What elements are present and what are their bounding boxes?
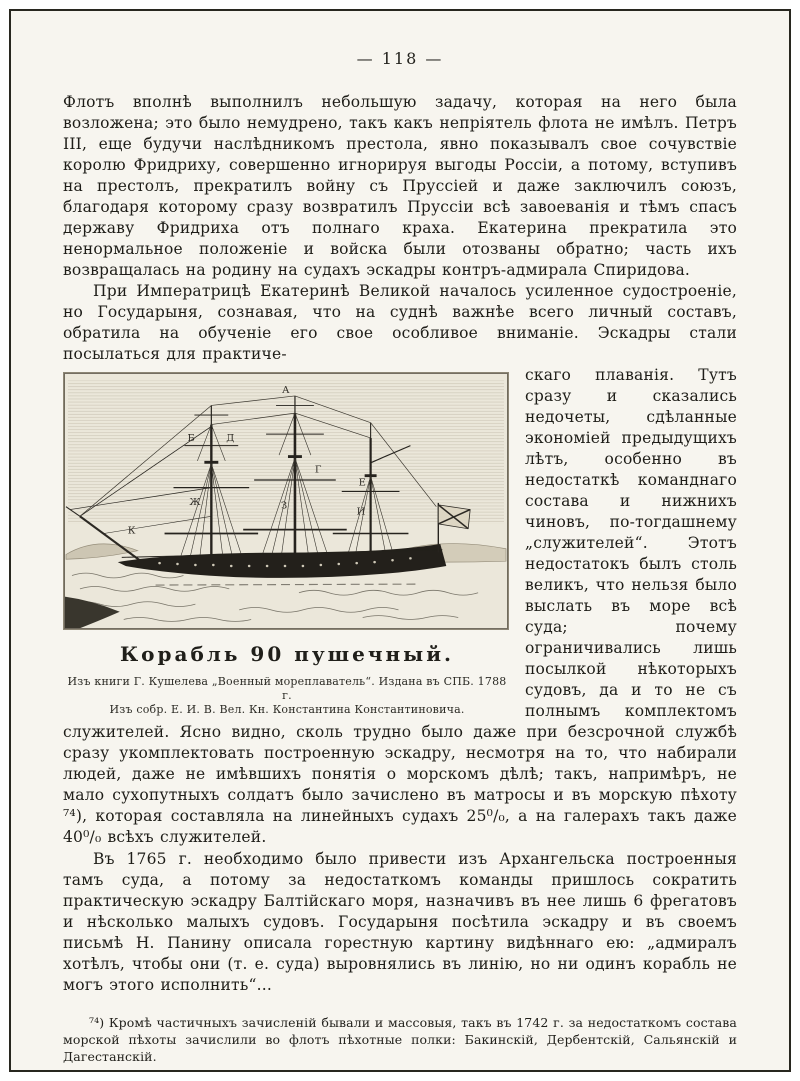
rigging-label: А: [282, 385, 290, 396]
ship-credit-line-1: Изъ книги Г. Кушелева „Военный мореплаватель“. Издана въ СПБ. 1788 г.: [67, 675, 507, 702]
rigging-label: Ж: [189, 496, 201, 508]
ship-figcaption: [63, 642, 511, 717]
page-frame: [9, 9, 791, 1072]
figure-wrap-block: [63, 365, 737, 848]
ship-figure: [63, 372, 511, 717]
paragraph-fleet-peter: Флотъ вполнѣ выполнилъ небольшую задачу, которая на него была возложена; это было немудрено, такъ какъ непріятель флота не имѣлъ. Петръ III, еще будучи наслѣдникомъ престола, явно показывалъ свое сочувствіе королю Фридриху, совершенно игнорируя выгоды Россіи, а потому, вступивъ на престолъ, прекратилъ войну съ Пруссіей и даже заключилъ союзъ, благодаря которому сразу возвратилъ Пруссіи всѣ завоеванія и тѣмъ спасъ державу Фридриха отъ полнаго краха. Екатерина прекратила это ненормальное положеніе и войска были отозваны обратно; часть ихъ возвращалась на родину на судахъ эскадры контръ-адмирала Спиридова.: [63, 93, 737, 279]
rigging-label: И: [356, 506, 366, 518]
rigging-label: К: [127, 525, 136, 537]
ship-credit-line-2: Изъ собр. Е. И. В. Вел. Кн. Константина Константиновича.: [109, 703, 465, 716]
footnote-74: ⁷⁴) Кромѣ частичныхъ зачисленій бывали и массовыя, такъ въ 1742 г. за недостаткомъ состава морской пѣхоты зачислили во флотъ пѣхотные полки: Бакинскій, Дербентскій, Сальянскій и Дагестанскій.: [63, 1015, 737, 1064]
rigging-label: Г: [314, 464, 322, 476]
ship-caption: Корабль 90 пушечный.: [119, 642, 455, 666]
rigging-label: Б: [187, 432, 195, 444]
rigging-label: Е: [358, 477, 366, 489]
paragraph-catherine-intro: При Императрицѣ Екатеринѣ Великой началось усиленное судостроеніе, но Государыня, сознавая, что на суднѣ важнѣе всего личный составъ, обратила на обученіе его свое особливое вниманіе. Эскадры стали посылаться для практиче-: [63, 282, 737, 363]
rigging-label: З: [281, 500, 288, 512]
page-number: — 118 —: [356, 49, 444, 68]
rigging-label: Д: [226, 432, 235, 444]
ship-engraving-image: [63, 372, 509, 630]
paragraph-1765-arkhangelsk: Въ 1765 г. необходимо было привести изъ Архангельска построенныя тамъ суда, а потому за недостаткомъ команды пришлось сократить практическую эскадру Балтійскаго моря, назначивъ въ нее лишь 6 фрегатовъ и нѣсколько малыхъ судовъ. Государыня посѣтила эскадру и въ своемъ письмѣ Н. Панину описала горестную картину видѣннаго ею: „адмиралъ хотѣлъ, чтобы они (т. е. суда) выровнялись въ линію, но ни одинъ корабль не могъ этого исполнить“...: [63, 850, 737, 994]
paragraph-catherine-continued: скаго плаванія. Тутъ сразу и сказались недочеты, сдѣланные экономіей предыдущихъ лѣтъ, особенно въ недостаткѣ команднаго состава и нижнихъ чиновъ, по-тогдашнему „служителей“. Этотъ недостатокъ былъ столь великъ, что нельзя было выслать въ море всѣ суда; почему ограничивались лишь посылкой нѣкоторыхъ судовъ, да и то не съ полнымъ комплектомъ служителей. Ясно видно, сколь трудно было даже при безсрочной службѣ сразу укомплектовать построенную эскадру, несмотря на то, что набирали людей, даже не имѣвшихъ понятія о морскомъ дѣлѣ; такъ, напримѣръ, не мало сухопутныхъ солдатъ было зачислено въ матросы и въ морскую пѣхоту ⁷⁴), которая составляла на линейныхъ судахъ 25⁰/₀, а на галерахъ такъ даже 40⁰/₀ всѣхъ служителей.: [63, 366, 737, 846]
